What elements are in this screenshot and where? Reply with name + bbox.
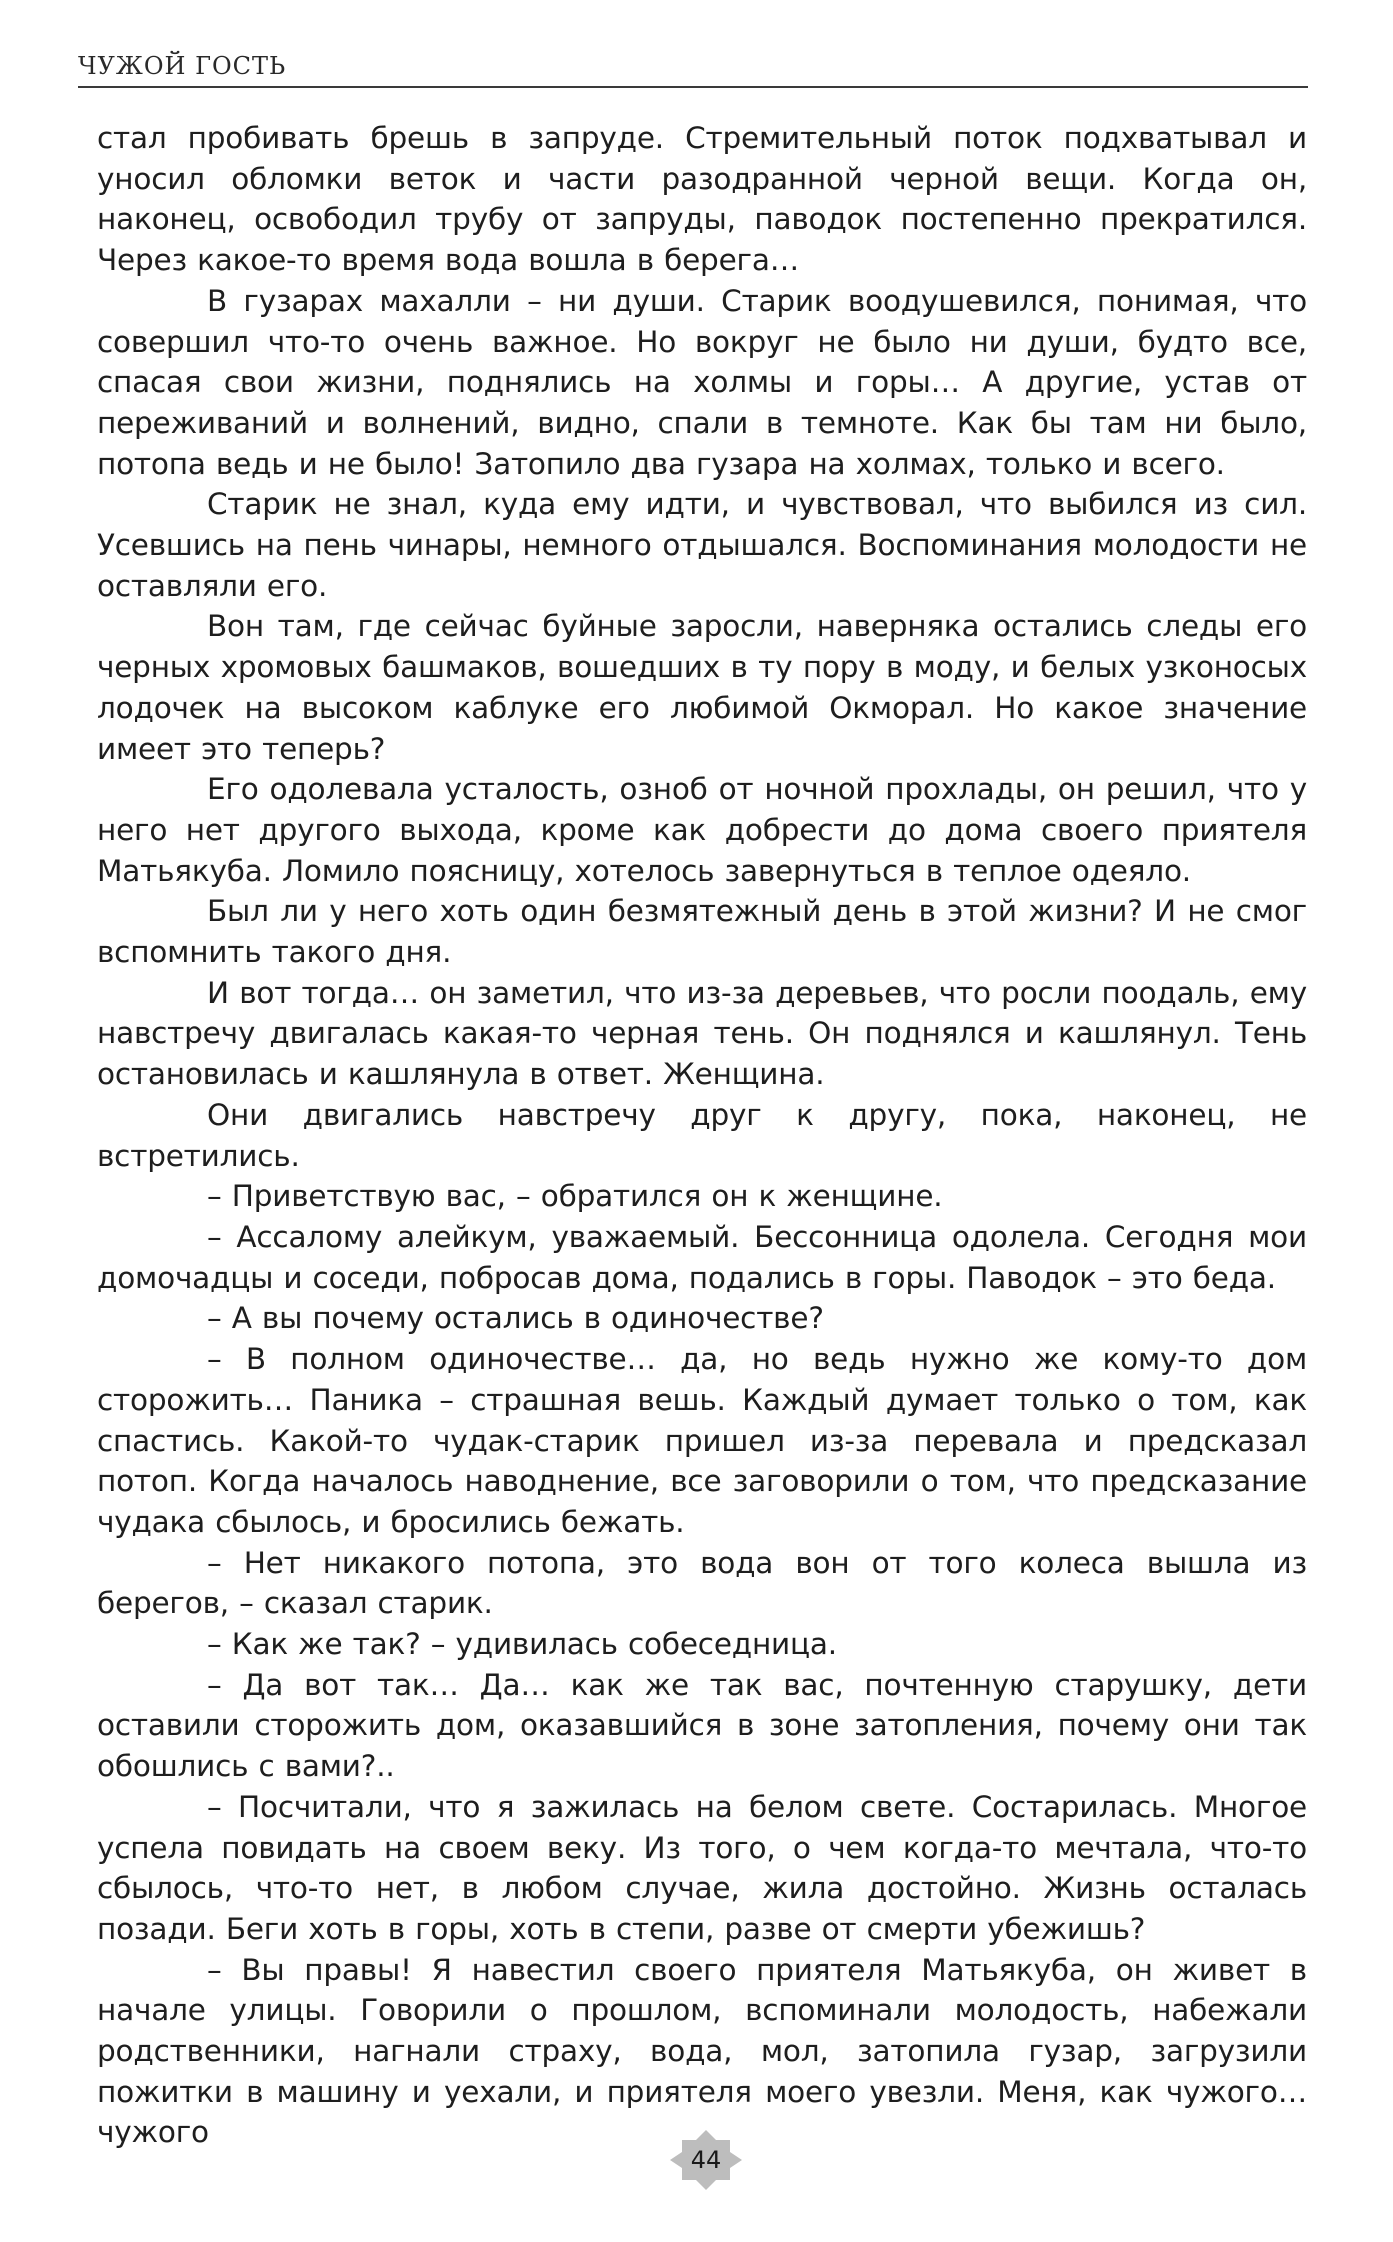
paragraph: В гузарах махалли – ни души. Старик воодушевился, понимая, что совершил что-то очень важное. Но вокруг не было ни души, будто все, спасая свои жизни, поднялись на холмы и горы… А другие, устав от переживаний и волнений, видно, спали в темноте. Как бы там ни было, потопа ведь и не было! Затопило два гузара на холмах, только и всего. [97,283,1307,481]
dialogue-line: – В полном одиночестве… да, но ведь нужно же кому-то дом сторожить… Паника – страшная вешь. Каждый думает только о том, как спастись. Какой-то чудак-старик пришел из-за перевала и предсказал потоп. Когда началось наводнение, все заговорили о том, что предсказание чудака сбылось, и бросились бежать. [97,1342,1307,1539]
dialogue-line: – Посчитали, что я зажилась на белом свете. Состарилась. Многое успела повидать на своем веку. Из того, о чем когда-то мечтала, что-то сбылось, что-то нет, в любом случае, жила достойно. Жизнь осталась позади. Беги хоть в горы, хоть в степи, разве от смерти убежишь? [97,1789,1307,1946]
paragraph: Был ли у него хоть один безмятежный день в этой жизни? И не смог вспомнить такого дня. [97,894,1307,970]
dialogue-line: – Ассалому алейкум, уважаемый. Бессонница одолела. Сегодня мои домочадцы и соседи, побросав дома, подались в горы. Паводок – это беда. [97,1219,1307,1295]
dialogue-line: – Да вот так… Да… как же так вас, почтенную старушку, дети оставили сторожить дом, оказавшийся в зоне затопления, почему они так обошлись с вами?.. [97,1667,1307,1784]
dialogue-line: – Вы правы! Я навестил своего приятеля Матьякуба, он живет в начале улицы. Говорили о прошлом, вспоминали молодость, набежали родственники, нагнали страху, вода, мол, затопила гузар, загрузили пожитки в машину и уехали, и приятеля моего увезли. Меня, как чужого… чужого [97,1952,1307,2150]
dialogue-line: – А вы почему остались в одиночестве? [207,1301,824,1336]
header-rule [78,86,1308,88]
paragraph: Вон там, где сейчас буйные заросли, наверняка остались следы его черных хромовых башмаков, вошедших в ту пору в моду, и белых узконосых лодочек на высоком каблуке его любимой Окморал. Но какое значение имеет это теперь? [97,609,1307,766]
dialogue-line: – Нет никакого потопа, это вода вон от того колеса вышла из берегов, – сказал старик. [97,1545,1307,1621]
paragraph: И вот тогда… он заметил, что из-за деревьев, что росли поодаль, ему навстречу двигалась какая-то черная тень. Он поднялся и кашлянул. Тень остановилась и кашлянула в ответ. Женщина. [97,975,1307,1092]
dialogue-line: – Приветствую вас, – обратился он к женщине. [207,1179,943,1214]
paragraph: стал пробивать брешь в запруде. Стремительный поток подхватывал и уносил обломки веток и части разодранной черной вещи. Когда он, наконец, освободил трубу от запруды, паводок постепенно прекратился. Через какое-то время вода вошла в берега… [97,121,1307,278]
paragraph: Они двигались навстречу друг к другу, пока, наконец, не встретились. [97,1097,1307,1173]
dialogue-line: – Как же так? – удивилась собеседница. [207,1627,837,1662]
running-header: ЧУЖОЙ ГОСТЬ [78,52,287,80]
paragraph: Старик не знал, куда ему идти, и чувствовал, что выбился из сил. Усевшись на пень чинары, немного отдышался. Воспоминания молодости не оставляли его. [97,487,1307,603]
page-number: 44 [690,2146,722,2174]
paragraph: Его одолевала усталость, озноб от ночной прохлады, он решил, что у него нет другого выхода, кроме как добрести до дома своего приятеля Матьякуба. Ломило поясницу, хотелось завернуться в теплое одеяло. [97,772,1307,888]
page-number-footer [666,2128,746,2192]
body-text [97,118,1307,2153]
